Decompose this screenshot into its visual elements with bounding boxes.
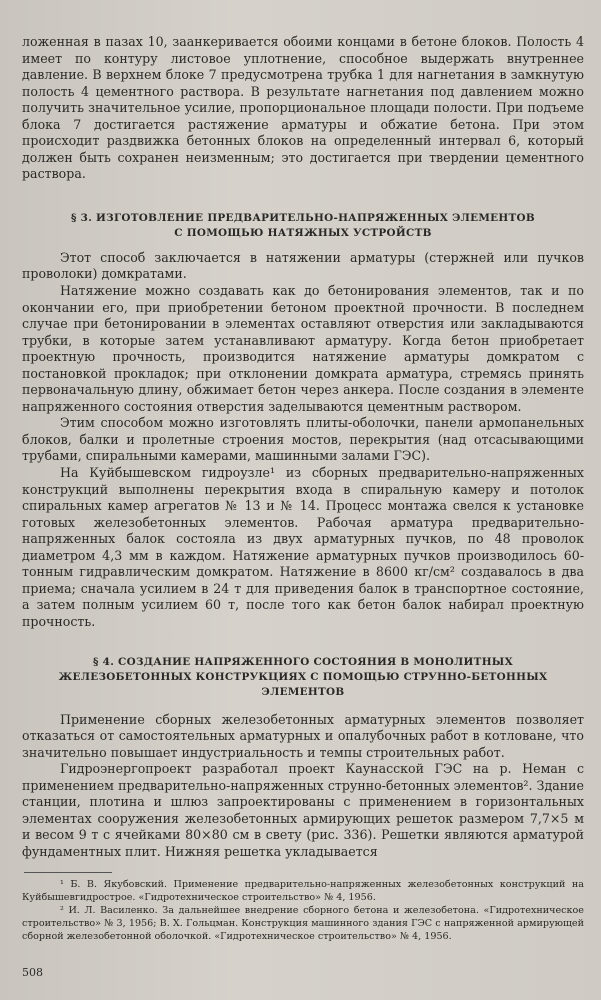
section-4-heading bbox=[22, 655, 584, 700]
section-4-heading-line-2: ЖЕЛЕЗОБЕТОННЫХ КОНСТРУКЦИЯХ С ПОМОЩЬЮ СТРУННО-БЕТОННЫХ bbox=[58, 670, 548, 683]
section-3-heading-line-1: § 3. ИЗГОТОВЛЕНИЕ ПРЕДВАРИТЕЛЬНО-НАПРЯЖЕННЫХ ЭЛЕМЕНТОВ bbox=[71, 211, 535, 224]
footnote-2: ² И. Л. Василенко. За дальнейшее внедрение сборного бетона и железобетона. «Гидротехническое строительство» № 3, 1956; В. Х. Гольцман. Конструкция машинного здания ГЭС с напряженной армирующей сборной железобетонной оболочкой. «Гидротехническое строительство» № 4, 1956. bbox=[22, 905, 584, 942]
section-3-paragraph-4: На Куйбышевском гидроузле¹ из сборных предварительно-напряженных конструкций выполнены перекрытия входа в спиральную камеру и потолок спиральных камер агрегатов № 13 и № 14. Процесс монтажа свелся к установке готовых железобетонных элементов. Рабочая арматура предварительно-напряженных балок состояла из двух арматурных пучков, по 48 проволок диаметром 4,3 мм в каждом. Натяжение арматурных пучков производилось 60-тонным гидравлическим домкратом. Натяжение в 8600 кг/см² создавалось в два приема; сначала усилием в 24 т для приведения балок в транспортное состояние, а затем полным усилием 60 т, после того как бетон балок набирал проектную прочность. bbox=[22, 465, 584, 629]
footnote-divider bbox=[24, 872, 112, 873]
section-3-heading bbox=[22, 211, 584, 241]
section-4-paragraph-1: Применение сборных железобетонных арматурных элементов позволяет отказаться от самостоятельных арматурных и опалубочных работ в котловане, что значительно повышает индустриальность и темпы строительных работ. bbox=[22, 711, 584, 760]
section-3-paragraph-1: Этот способ заключается в натяжении арматуры (стержней или пучков проволоки) домкратами. bbox=[22, 249, 584, 282]
section-4-paragraph-2: Гидроэнергопроект разработал проект Каунасской ГЭС на р. Неман с применением предварительно-напряженных струнно-бетонных элементов². Здание станции, плотина и шлюз запроектированы с применением в горизонтальных элементах сооружения железобетонных армирующих решеток размером 7,7×5 м и весом 9 т с ячейками 80×80 см в свету (рис. 336). Решетки являются арматурой фундаментных плит. Нижняя решетка укладывается bbox=[22, 761, 584, 859]
section-4-heading-line-1: § 4. СОЗДАНИЕ НАПРЯЖЕННОГО СОСТОЯНИЯ В МОНОЛИТНЫХ bbox=[93, 655, 513, 668]
footnotes bbox=[22, 878, 584, 943]
section-3-paragraph-2: Натяжение можно создавать как до бетонирования элементов, так и по окончании его, при приобретении бетоном проектной прочности. В последнем случае при бетонировании в элементах оставляют отверстия или закладываются трубки, в которые затем устанавливают арматуру. Когда бетон приобретает проектную прочность, производится натяжение арматуры домкратом с постановкой прокладок; при отклонении домкрата арматура, стремясь принять первоначальную длину, обжимает бетон через анкера. После создания в элементе напряженного состояния отверстия заделываются цементным раствором. bbox=[22, 283, 584, 414]
section-3-paragraph-3: Этим способом можно изготовлять плиты-оболочки, панели армопанельных блоков, балки и пролетные строения мостов, перекрытия (над отсасывающими трубами, спиральными камерами, машинными залами ГЭС). bbox=[22, 415, 584, 464]
section-3-heading-line-2: С ПОМОЩЬЮ НАТЯЖНЫХ УСТРОЙСТВ bbox=[174, 226, 432, 239]
section-4-heading-line-3: ЭЛЕМЕНТОВ bbox=[261, 685, 345, 698]
continued-paragraph: ложенная в пазах 10, заанкеривается обоими концами в бетоне блоков. Полость 4 имеет по контуру листовое уплотнение, способное выдержать внутреннее давление. В верхнем блоке 7 предусмотрена трубка 1 для нагнетания в замкнутую полость 4 цементного раствора. В результате нагнетания под давлением можно получить значительное усилие, пропорциональное площади полости. При подъеме блока 7 достигается растяжение арматуры и обжатие бетона. При этом происходит раздвижка бетонных блоков на определенный интервал 6, который должен быть сохранен неизменным; это достигается при твердении цементного раствора. bbox=[22, 34, 584, 182]
main-text-column bbox=[22, 34, 584, 860]
footnote-1: ¹ Б. В. Якубовский. Применение предварительно-напряженных железобетонных конструкций на Куйбышевгидрострое. «Гидротехническое строительство» № 4, 1956. bbox=[22, 879, 584, 903]
page-number: 508 bbox=[22, 966, 43, 979]
